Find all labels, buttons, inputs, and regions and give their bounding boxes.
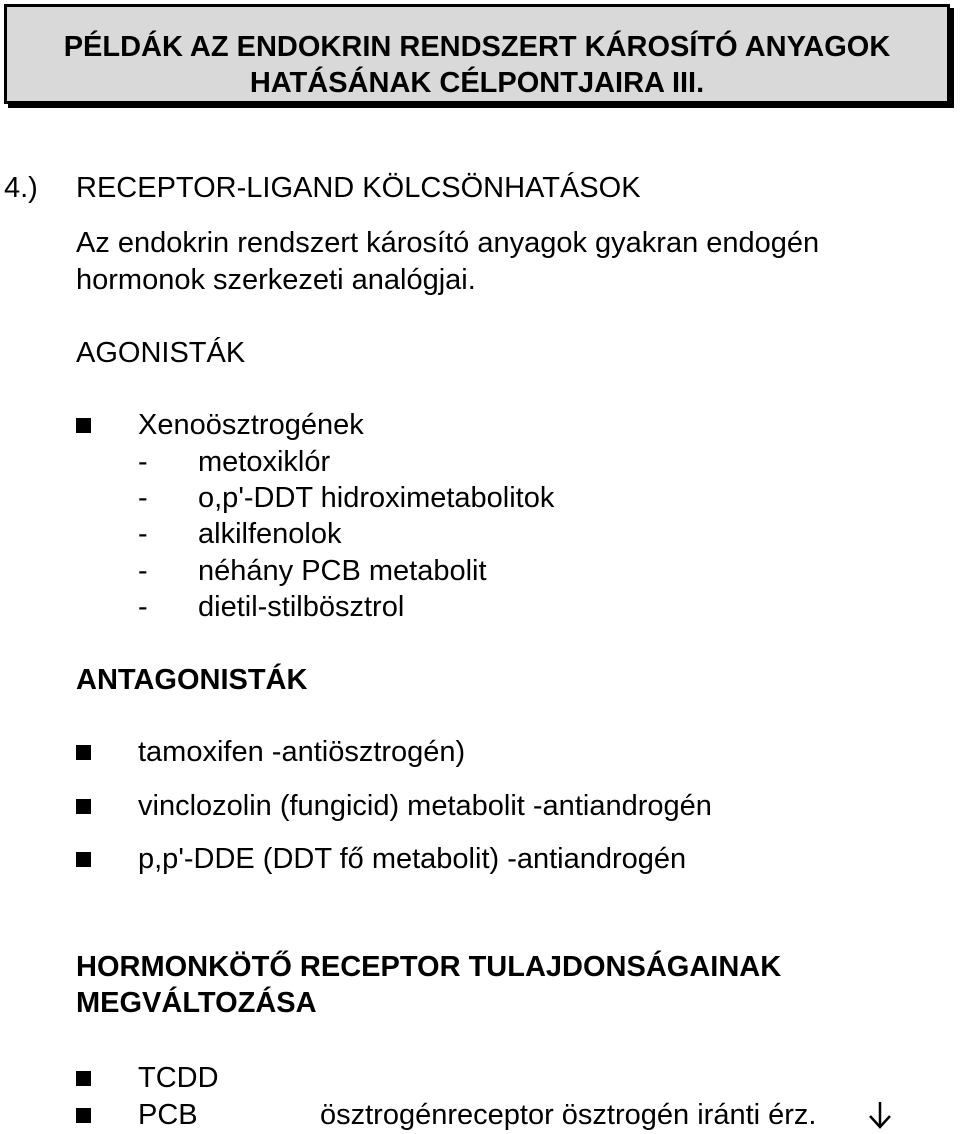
agonists-heading: AGONISTÁK — [76, 337, 246, 369]
section-number: 4.) — [4, 172, 38, 204]
agonist-item: o,p'-DDT hidroximetabolitok — [198, 482, 555, 514]
bullet-icon — [76, 418, 91, 433]
agonist-item: dietil-stilbösztrol — [198, 591, 405, 623]
bullet-icon — [76, 852, 91, 867]
bullet-icon — [76, 1071, 91, 1086]
dash-marker: - — [138, 482, 148, 514]
dash-marker: - — [138, 518, 148, 550]
title-box — [4, 4, 950, 104]
dash-marker: - — [138, 555, 148, 587]
antagonist-item: tamoxifen -antiösztrogén) — [138, 736, 466, 768]
receptor-item-label: TCDD — [138, 1062, 219, 1094]
bullet-icon — [76, 745, 91, 760]
receptor-item-label: PCB — [138, 1099, 198, 1131]
page-title-line-2: HATÁSÁNAK CÉLPONTJAIRA III. — [249, 67, 705, 99]
bullet-icon — [76, 799, 91, 814]
receptor-heading-line-2: MEGVÁLTOZÁSA — [76, 987, 317, 1019]
agonist-item: néhány PCB metabolit — [198, 555, 487, 587]
antagonist-item: vinclozolin (fungicid) metabolit -antiandrogén — [138, 790, 712, 822]
dash-marker: - — [138, 446, 148, 478]
section-heading: RECEPTOR-LIGAND KÖLCSÖNHATÁSOK — [76, 172, 641, 204]
receptor-item-note: ösztrogénreceptor ösztrogén iránti érz. — [320, 1099, 817, 1131]
antagonist-item: p,p'-DDE (DDT fő metabolit) -antiandrogén — [138, 843, 687, 875]
intro-line-2: hormonok szerkezeti analógjai. — [76, 264, 476, 296]
dash-marker: - — [138, 591, 148, 623]
page-title-line-1: PÉLDÁK AZ ENDOKRIN RENDSZERT KÁROSÍTÓ ANYAGOK — [63, 31, 891, 63]
receptor-heading-line-1: HORMONKÖTŐ RECEPTOR TULAJDONSÁGAINAK — [76, 951, 782, 983]
agonist-item: metoxiklór — [198, 446, 331, 478]
xenoestrogen-label: Xenoösztrogének — [138, 409, 364, 441]
bullet-icon — [76, 1108, 91, 1123]
antagonists-heading: ANTAGONISTÁK — [76, 664, 308, 696]
agonist-item: alkilfenolok — [198, 518, 342, 550]
intro-line-1: Az endokrin rendszert károsító anyagok gyakran endogén — [76, 227, 820, 259]
down-arrow-icon — [866, 1100, 894, 1130]
